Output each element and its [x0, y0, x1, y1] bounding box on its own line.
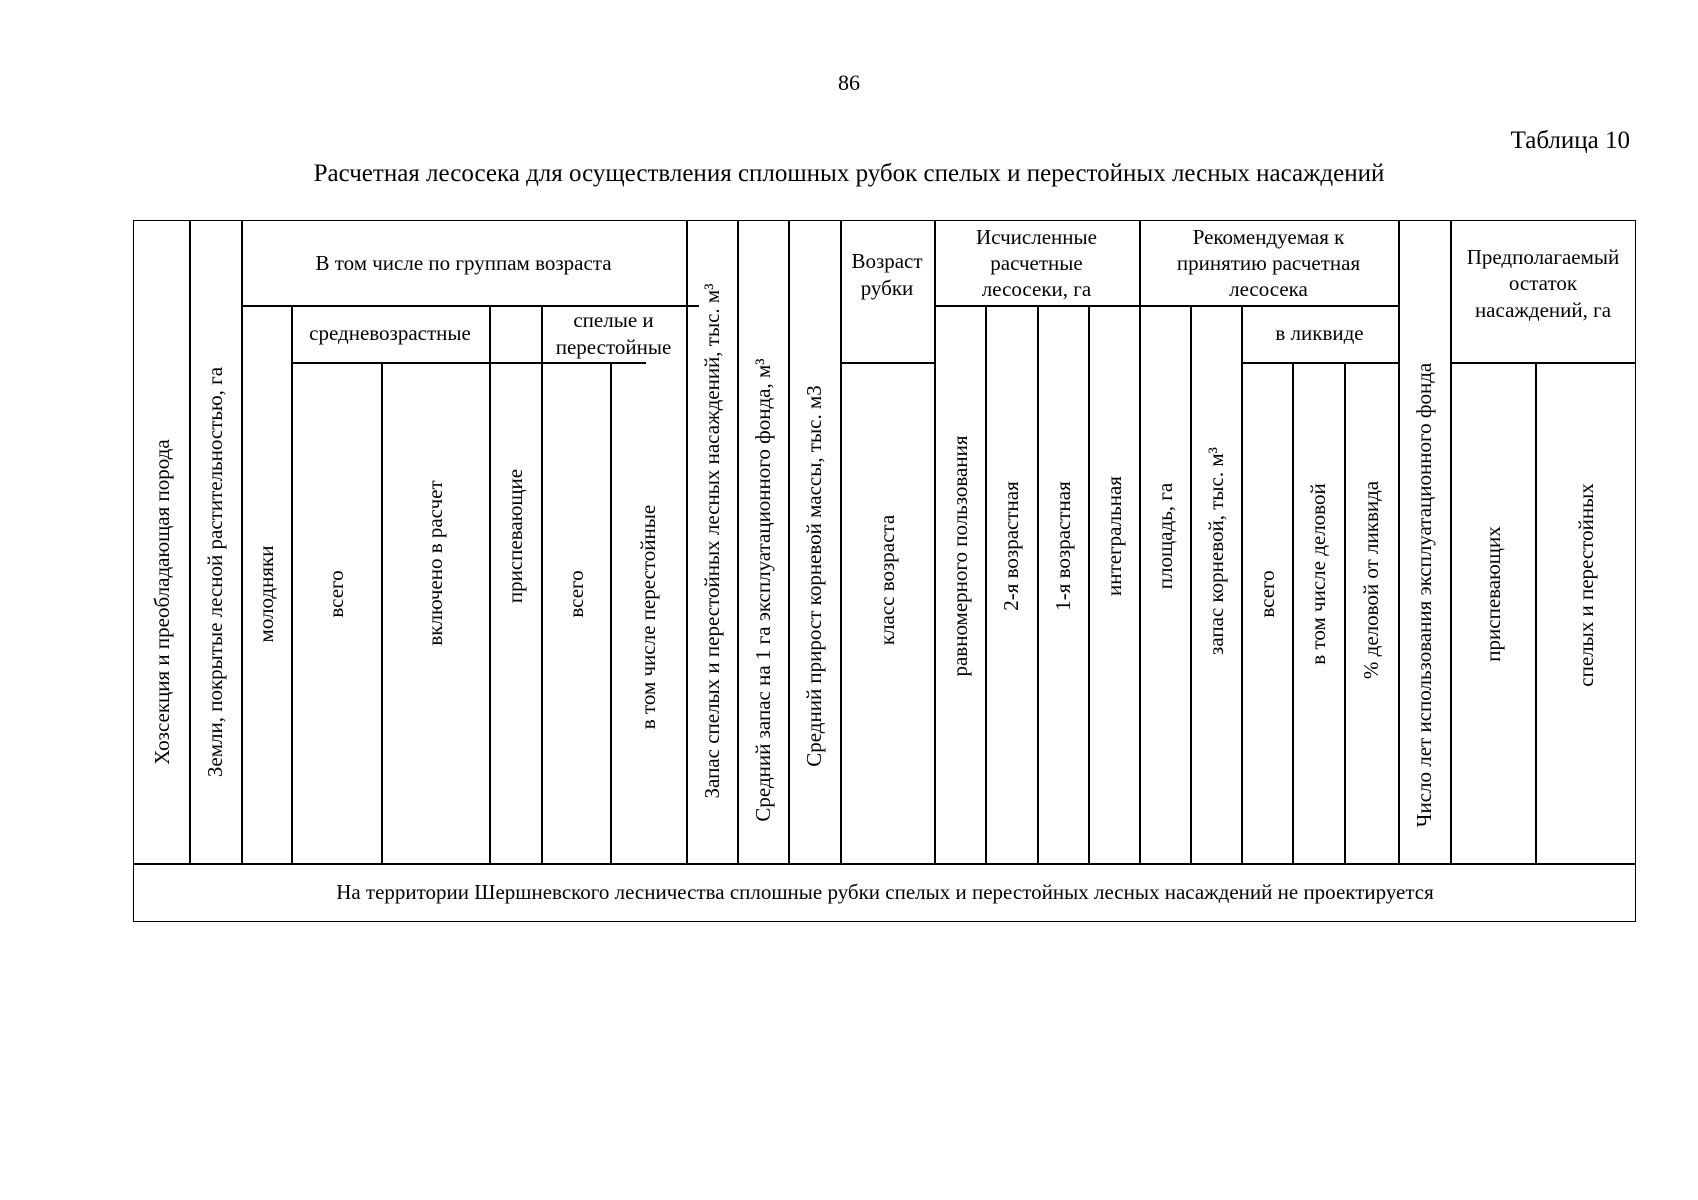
header-ravnomernogo-cell	[934, 305, 985, 863]
header-zemli: Земли, покрытые лесной растительностью, га	[202, 366, 227, 778]
header-zapas-spelykh: Запас спелых и перестойных лесных насаждений, тыс. м³	[699, 283, 724, 799]
header-molodnyaki-cell	[241, 305, 291, 863]
header-sp-vsego-cell	[541, 362, 610, 863]
header-ravnomernogo: равномерного пользования	[947, 435, 972, 677]
header-rekomenduemaya: Рекомендуемая к принятию расчетная лесосека	[1176, 224, 1361, 302]
header-srednevozrastnye: средневозрастные	[309, 321, 471, 346]
table-label: Таблица 10	[1510, 127, 1630, 154]
header-sv-vklyucheno-cell	[381, 362, 489, 863]
header-zemli-cell	[189, 221, 241, 863]
header-sv-vklyucheno: включено в расчет	[422, 479, 447, 646]
header-molodnyaki: молодняки	[253, 545, 278, 643]
header-vtoraya-vozrastnaya: 2-я возрастная	[998, 481, 1023, 611]
header-sredniy-prirost-cell	[788, 221, 840, 863]
header-ploshchad-cell	[1139, 305, 1190, 863]
header-sredniy-zapas-cell	[737, 221, 788, 863]
header-ploshchad: площадь, га	[1152, 482, 1177, 590]
header-sp-v-tom-chisle: в том числе перестойные	[635, 504, 660, 729]
header-prispevayushchie: приспевающие	[502, 468, 527, 604]
header-integralnaya: интегральная	[1101, 476, 1126, 596]
header-lk-procent-cell	[1344, 362, 1398, 863]
header-lk-v-tom-chisle-cell	[1292, 362, 1344, 863]
page-number: 86	[838, 70, 860, 95]
header-lk-v-tom-chisle: в том числе деловой	[1305, 482, 1330, 665]
header-zapas-kornevoy-cell	[1190, 305, 1241, 863]
header-spelye-i-perestoynye: спелые и перестойные	[555, 308, 672, 359]
header-zapas-kornevoy: запас корневой, тыс. м³	[1203, 447, 1228, 655]
header-predpolagaemyy: Предполагаемый остаток насаждений, га	[1466, 245, 1620, 322]
header-integralnaya-cell	[1088, 305, 1139, 863]
header-sv-vsego: всего	[323, 569, 348, 618]
header-sp-vsego: всего	[563, 569, 588, 618]
header-vtoraya-vozrastnaya-cell	[985, 305, 1037, 863]
header-pr-prispevayushchikh: приспевающих	[1480, 525, 1505, 662]
header-ischislennye: Исчисленные расчетные лесосеки, га	[976, 224, 1097, 302]
table-note: На территории Шершневского лесничества сплошные рубки спелых и перестойных лесных насаждений не проектируется	[336, 880, 1434, 905]
header-sv-vsego-cell	[291, 362, 381, 863]
header-hozsekciya-cell	[134, 221, 189, 863]
header-pr-spelykh-cell	[1535, 362, 1636, 863]
header-lk-vsego: всего	[1254, 569, 1279, 618]
header-sredniy-zapas: Средний запас на 1 га эксплуатационного фонда, м³	[750, 358, 775, 822]
header-hozsekciya: Хозсекция и преобладающая порода	[149, 439, 174, 765]
header-chislo-let-cell	[1398, 221, 1450, 863]
header-sredniy-prirost: Средний прирост корневой массы, тыс. м3	[801, 385, 826, 767]
header-pervaya-vozrastnaya: 1-я возрастная	[1050, 481, 1075, 611]
header-pr-spelykh: спелых и перестойных	[1573, 482, 1598, 687]
header-lk-procent: % деловой от ликвида	[1358, 480, 1383, 679]
forest-harvest-table	[133, 220, 1636, 922]
header-age-groups: В том числе по группам возраста	[315, 250, 612, 275]
table-title: Расчетная лесосека для осуществления сплошных рубок спелых и перестойных лесных насаждений	[313, 160, 1385, 187]
header-zapas-spelykh-cell	[686, 221, 737, 863]
header-pervaya-vozrastnaya-cell	[1037, 305, 1088, 863]
header-prispevayushchie-cell	[489, 305, 541, 863]
header-lk-vsego-cell	[1241, 362, 1292, 863]
header-klass-vozrasta: класс возраста	[874, 514, 899, 645]
header-vozrast-rubki: Возраст рубки	[851, 249, 923, 300]
header-v-likvide: в ликвиде	[1275, 321, 1364, 346]
table-note-cell	[134, 864, 1636, 921]
header-klass-vozrasta-cell	[840, 362, 934, 863]
header-chislo-let: Число лет использования эксплуатационного фонда	[1411, 362, 1436, 828]
header-pr-prispevayushchikh-cell	[1450, 362, 1535, 863]
header-sp-v-tom-chisle-cell	[610, 362, 686, 863]
